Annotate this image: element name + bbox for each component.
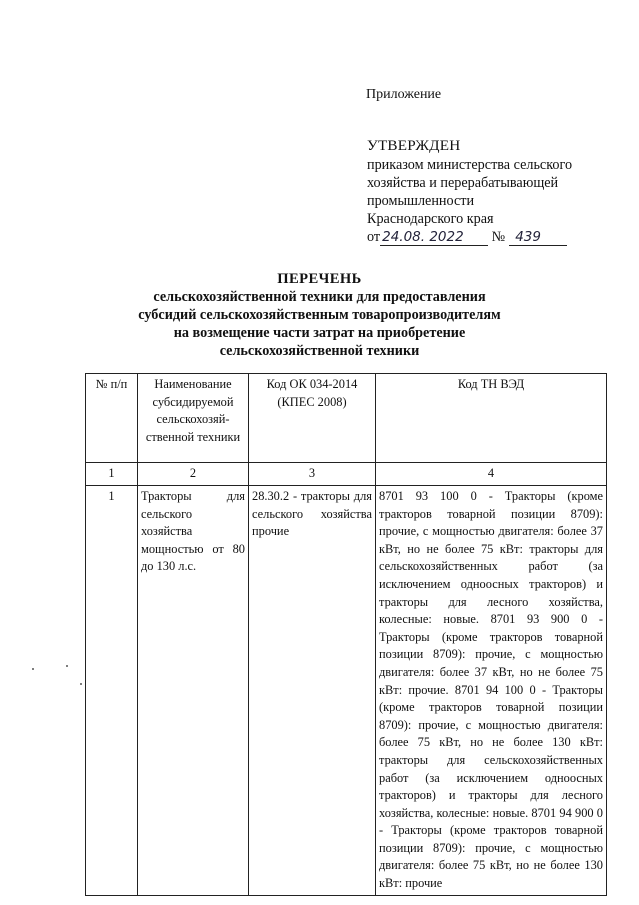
header-cell-name: Наименование субсидируемой сельскохозяй-ственной техники	[138, 374, 249, 463]
column-number: 4	[376, 463, 607, 486]
row-okpd-cell: 28.30.2 - тракторы для сельского хозяйства прочие	[249, 486, 376, 896]
document-title	[0, 270, 639, 360]
approval-line: Краснодарского края	[367, 211, 494, 227]
table-row	[86, 486, 607, 896]
number-prefix: №	[491, 229, 506, 245]
column-number: 1	[86, 463, 138, 486]
handwritten-date: 24.08. 2022	[380, 230, 488, 246]
approval-line: приказом министерства сельского	[367, 157, 573, 173]
row-number-cell: 1	[86, 486, 138, 896]
row-name-cell: Тракторы для сельского хозяйства мощностью от 80 до 130 л.с.	[138, 486, 249, 896]
title-line: субсидий сельскохозяйственным товаропроизводителям	[138, 307, 501, 323]
handwritten-number: 439	[509, 230, 567, 246]
approval-block	[367, 137, 617, 246]
header-cell-okpd: Код ОК 034-2014 (КПЕС 2008)	[249, 374, 376, 463]
title-line: сельскохозяйственной техники для предоставления	[153, 289, 486, 305]
title-line: на возмещение части затрат на приобретение	[173, 325, 466, 341]
approval-line: хозяйства и перерабатывающей	[367, 175, 559, 191]
date-prefix: от	[367, 229, 381, 245]
column-number: 2	[138, 463, 249, 486]
header-cell-tnved: Код ТН ВЭД	[376, 374, 607, 463]
approval-title: УТВЕРЖДЕН	[367, 137, 461, 154]
table-header-row	[86, 374, 607, 463]
equipment-table	[85, 373, 607, 896]
row-tnved-cell: 8701 93 100 0 - Тракторы (кроме тракторов товарной позиции 8709): прочие, с мощностью двигателя: более 37 кВт, но не более 75 кВт: тракторы для сельскохозяйственных работ (за исключением одноосных тракторов) и тракторы для лесного хозяйства, колесные: новые. 8701 93 900 0 - Тракторы (кроме тракторов товарной позиции 8709): прочие, с мощностью двигателя: более 37 кВт, но не более 75 кВт: прочие. 8701 94 100 0 - Тракторы (кроме тракторов товарной позиции 8709): прочие, с мощностью двигателя: более 75 кВт, но не более 130 кВт: тракторы для сельскохозяйственных работ (за исключением одноосных тракторов) и тракторы для лесного хозяйства, колесные: новые. 8701 94 900 0 - Тракторы (кроме тракторов товарной позиции 8709): прочие, с мощностью двигателя: более 75 кВт, но не более 130 кВт: прочие	[376, 486, 607, 896]
appendix-label: Приложение	[366, 87, 442, 102]
column-number-row	[86, 463, 607, 486]
title-main: ПЕРЕЧЕНЬ	[277, 271, 362, 287]
header-cell-num: № п/п	[86, 374, 138, 463]
order-date-number	[367, 228, 617, 246]
approval-line: промышленности	[367, 193, 475, 209]
column-number: 3	[249, 463, 376, 486]
title-line: сельскохозяйственной техники	[219, 343, 420, 359]
